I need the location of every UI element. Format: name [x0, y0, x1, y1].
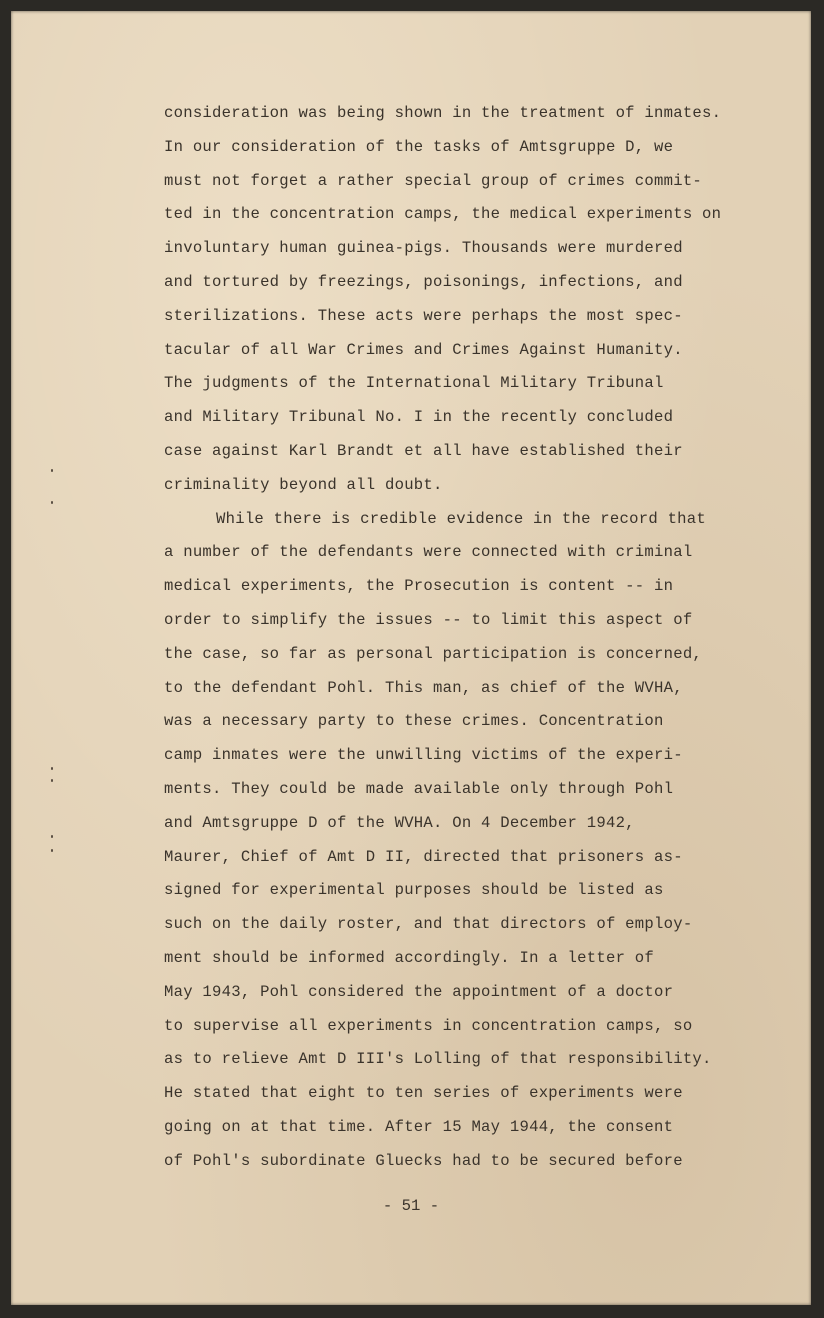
text-line: involuntary human guinea-pigs. Thousands were murdered — [164, 239, 683, 258]
text-line: order to simplify the issues -- to limit this aspect of — [164, 610, 693, 629]
text-line: must not forget a rather special group of crimes commit- — [164, 171, 703, 190]
text-line: of Pohl's subordinate Gluecks had to be secured before — [164, 1151, 683, 1170]
text-line: tacular of all War Crimes and Crimes Against Humanity. — [164, 340, 683, 359]
page-number: - 51 - — [382, 1197, 440, 1215]
text-line: as to relieve Amt D III's Lolling of that responsibility. — [164, 1050, 712, 1069]
paper-speck — [51, 849, 53, 852]
text-line: In our consideration of the tasks of Amtsgruppe D, we — [164, 137, 674, 156]
text-line: May 1943, Pohl considered the appointment of a doctor — [164, 982, 674, 1001]
text-line: and tortured by freezings, poisonings, infections, and — [164, 272, 683, 291]
paper-speck — [51, 469, 53, 472]
text-line: Maurer, Chief of Amt D II, directed that prisoners as- — [164, 847, 683, 866]
text-line: and Military Tribunal No. I in the recently concluded — [164, 408, 674, 427]
text-line: to the defendant Pohl. This man, as chief of the WVHA, — [164, 678, 683, 697]
text-line: the case, so far as personal participation is concerned, — [164, 644, 703, 663]
text-line: sterilizations. These acts were perhaps the most spec- — [164, 306, 683, 325]
document-page — [11, 11, 811, 1305]
paper-speck — [51, 767, 53, 770]
text-line: ments. They could be made available only through Pohl — [164, 779, 674, 798]
body-text — [164, 97, 754, 1179]
text-line: a number of the defendants were connected with criminal — [164, 543, 693, 562]
text-line: and Amtsgruppe D of the WVHA. On 4 December 1942, — [164, 813, 635, 832]
text-line: signed for experimental purposes should be listed as — [164, 881, 664, 900]
text-line: ted in the concentration camps, the medical experiments on — [164, 205, 722, 224]
text-line: to supervise all experiments in concentration camps, so — [164, 1016, 693, 1035]
text-line: such on the daily roster, and that directors of employ- — [164, 915, 693, 934]
paper-speck — [51, 501, 53, 504]
text-line: consideration was being shown in the treatment of inmates. — [164, 104, 722, 122]
text-line: camp inmates were the unwilling victims of the experi- — [164, 746, 683, 765]
paragraph-first-line: While there is credible evidence in the record that — [216, 509, 706, 528]
text-line: criminality beyond all doubt. — [164, 475, 443, 494]
paper-speck — [51, 835, 53, 838]
text-line: ment should be informed accordingly. In a letter of — [164, 948, 654, 967]
text-line: He stated that eight to ten series of experiments were — [164, 1084, 683, 1103]
text-line: medical experiments, the Prosecution is content -- in — [164, 577, 674, 596]
text-line: going on at that time. After 15 May 1944, the consent — [164, 1117, 674, 1136]
text-line: case against Karl Brandt et all have established their — [164, 441, 683, 460]
text-line: The judgments of the International Military Tribunal — [164, 374, 664, 393]
text-line: was a necessary party to these crimes. Concentration — [164, 712, 664, 731]
paper-speck — [51, 779, 53, 782]
